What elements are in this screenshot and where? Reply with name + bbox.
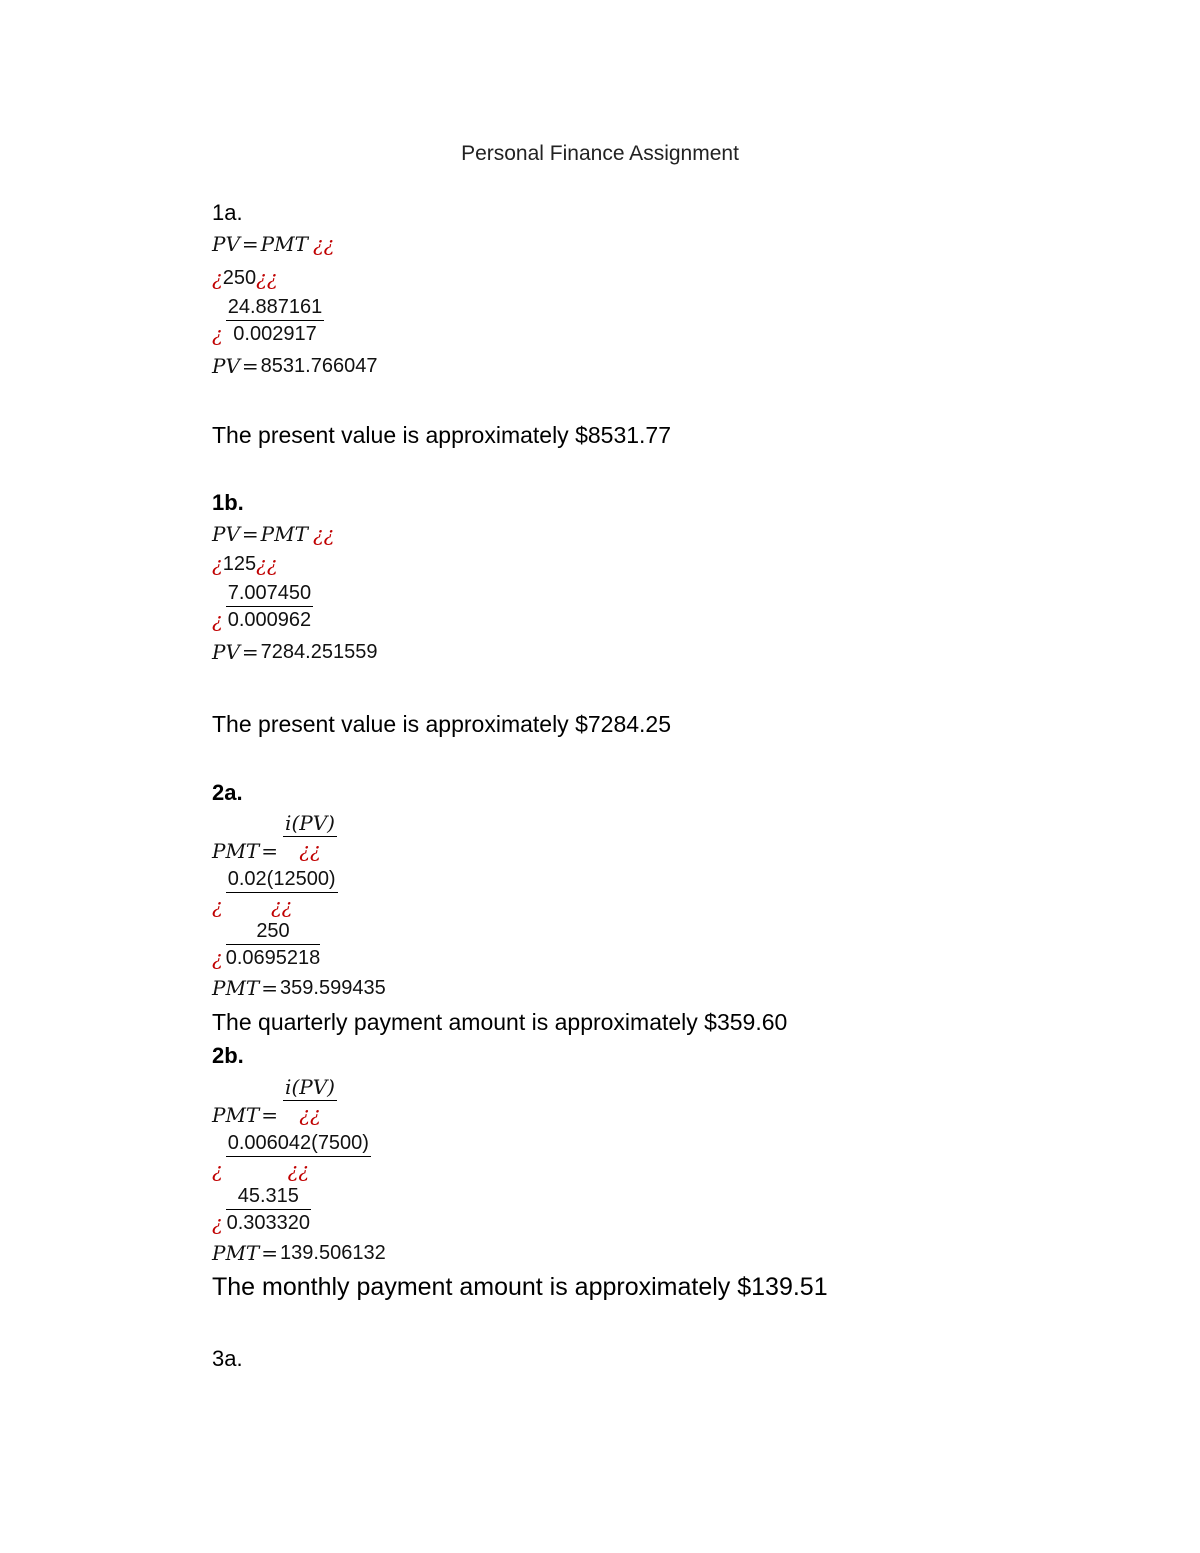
equals-sign: =	[241, 232, 259, 256]
numerator: 24.887161	[226, 294, 325, 321]
result-value: 359.599435	[280, 976, 386, 999]
formula-1a-step1	[212, 266, 278, 290]
formula-1a-result	[212, 354, 377, 378]
denominator: ¿¿	[299, 838, 321, 862]
document-title: Personal Finance Assignment	[461, 142, 739, 165]
inverted-question-glyph: ¿	[212, 1210, 223, 1235]
equals-sign: =	[261, 976, 279, 1000]
equals-sign: =	[241, 640, 259, 664]
formula-2a-step2	[212, 918, 320, 971]
equals-sign: =	[261, 838, 279, 863]
inverted-question-glyph: ¿	[212, 607, 223, 632]
fraction	[283, 1074, 337, 1127]
formula-1a	[212, 232, 334, 256]
formula-2a-result	[212, 976, 386, 1000]
fraction	[283, 810, 337, 863]
denominator: ¿¿	[299, 1102, 321, 1126]
step-number: 125	[222, 552, 257, 575]
formula-1a-fraction	[212, 294, 324, 347]
answer-2a: The quarterly payment amount is approximately $359.60	[212, 1009, 788, 1035]
formula-1b-step1	[212, 552, 278, 576]
result-value: 7284.251559	[260, 640, 378, 663]
fraction	[226, 918, 321, 971]
denominator: 0.303320	[226, 1212, 311, 1234]
fraction	[226, 1183, 311, 1236]
inverted-question-glyph: ¿	[212, 266, 223, 290]
formula-2b-step1	[212, 1130, 371, 1183]
pv-symbol: PV	[212, 354, 240, 378]
numerator: i(PV)	[285, 811, 335, 835]
answer-1b: The present value is approximately $7284.25	[212, 711, 672, 737]
formula-1b-fraction	[212, 580, 313, 633]
step-number: 250	[222, 266, 257, 289]
answer-1a: The present value is approximately $8531.77	[212, 422, 672, 448]
pmt-symbol: PMT	[260, 232, 308, 256]
numerator: 0.02(12500)	[226, 866, 338, 893]
pv-symbol: PV	[212, 522, 240, 546]
pmt-symbol: PMT	[212, 838, 260, 863]
formula-1b-result	[212, 640, 377, 664]
inverted-question-glyph: ¿	[212, 552, 223, 576]
formula-2b	[212, 1074, 337, 1127]
result-value: 8531.766047	[260, 354, 378, 377]
pmt-symbol: PMT	[212, 1102, 260, 1127]
result-value: 139.506132	[280, 1241, 386, 1264]
formula-2b-step2	[212, 1183, 311, 1236]
equals-sign: =	[241, 522, 259, 546]
fraction	[226, 294, 325, 347]
denominator: 0.002917	[233, 323, 317, 345]
inverted-question-glyph: ¿¿	[256, 552, 278, 576]
pmt-symbol: PMT	[212, 976, 260, 1000]
section-label-1a: 1a.	[212, 200, 243, 225]
inverted-question-glyph: ¿	[212, 893, 223, 918]
section-label-3a: 3a.	[212, 1346, 243, 1371]
section-label-2b: 2b.	[212, 1043, 244, 1068]
inverted-question-glyph: ¿	[212, 945, 223, 970]
denominator: 0.000962	[227, 609, 312, 631]
equals-sign: =	[261, 1102, 279, 1127]
pv-symbol: PV	[212, 640, 240, 664]
pmt-symbol: PMT	[212, 1241, 260, 1265]
fraction	[226, 866, 338, 919]
pv-symbol: PV	[212, 232, 240, 256]
numerator: 250	[226, 918, 319, 945]
equals-sign: =	[241, 354, 259, 378]
formula-2b-result	[212, 1241, 386, 1265]
numerator: 0.006042(7500)	[226, 1130, 371, 1157]
formula-2a	[212, 810, 337, 863]
pmt-symbol: PMT	[260, 522, 308, 546]
answer-2b: The monthly payment amount is approximately $139.51	[212, 1273, 828, 1301]
inverted-question-glyph: ¿¿	[256, 266, 278, 290]
formula-2a-step1	[212, 866, 338, 919]
denominator: ¿¿	[270, 894, 293, 918]
numerator: 7.007450	[226, 580, 313, 607]
inverted-question-glyph: ¿	[212, 321, 223, 346]
fraction	[226, 1130, 371, 1183]
section-label-2a: 2a.	[212, 780, 243, 805]
inverted-question-glyph: ¿	[212, 1157, 223, 1182]
section-label-1b: 1b.	[212, 490, 244, 515]
formula-1b	[212, 522, 334, 546]
equals-sign: =	[261, 1241, 279, 1265]
inverted-question-glyph: ¿¿	[312, 522, 335, 546]
denominator: ¿¿	[287, 1158, 310, 1182]
fraction	[226, 580, 313, 633]
numerator: 45.315	[226, 1183, 311, 1210]
numerator: i(PV)	[285, 1075, 335, 1099]
denominator: 0.0695218	[225, 947, 321, 969]
inverted-question-glyph: ¿¿	[312, 232, 335, 256]
